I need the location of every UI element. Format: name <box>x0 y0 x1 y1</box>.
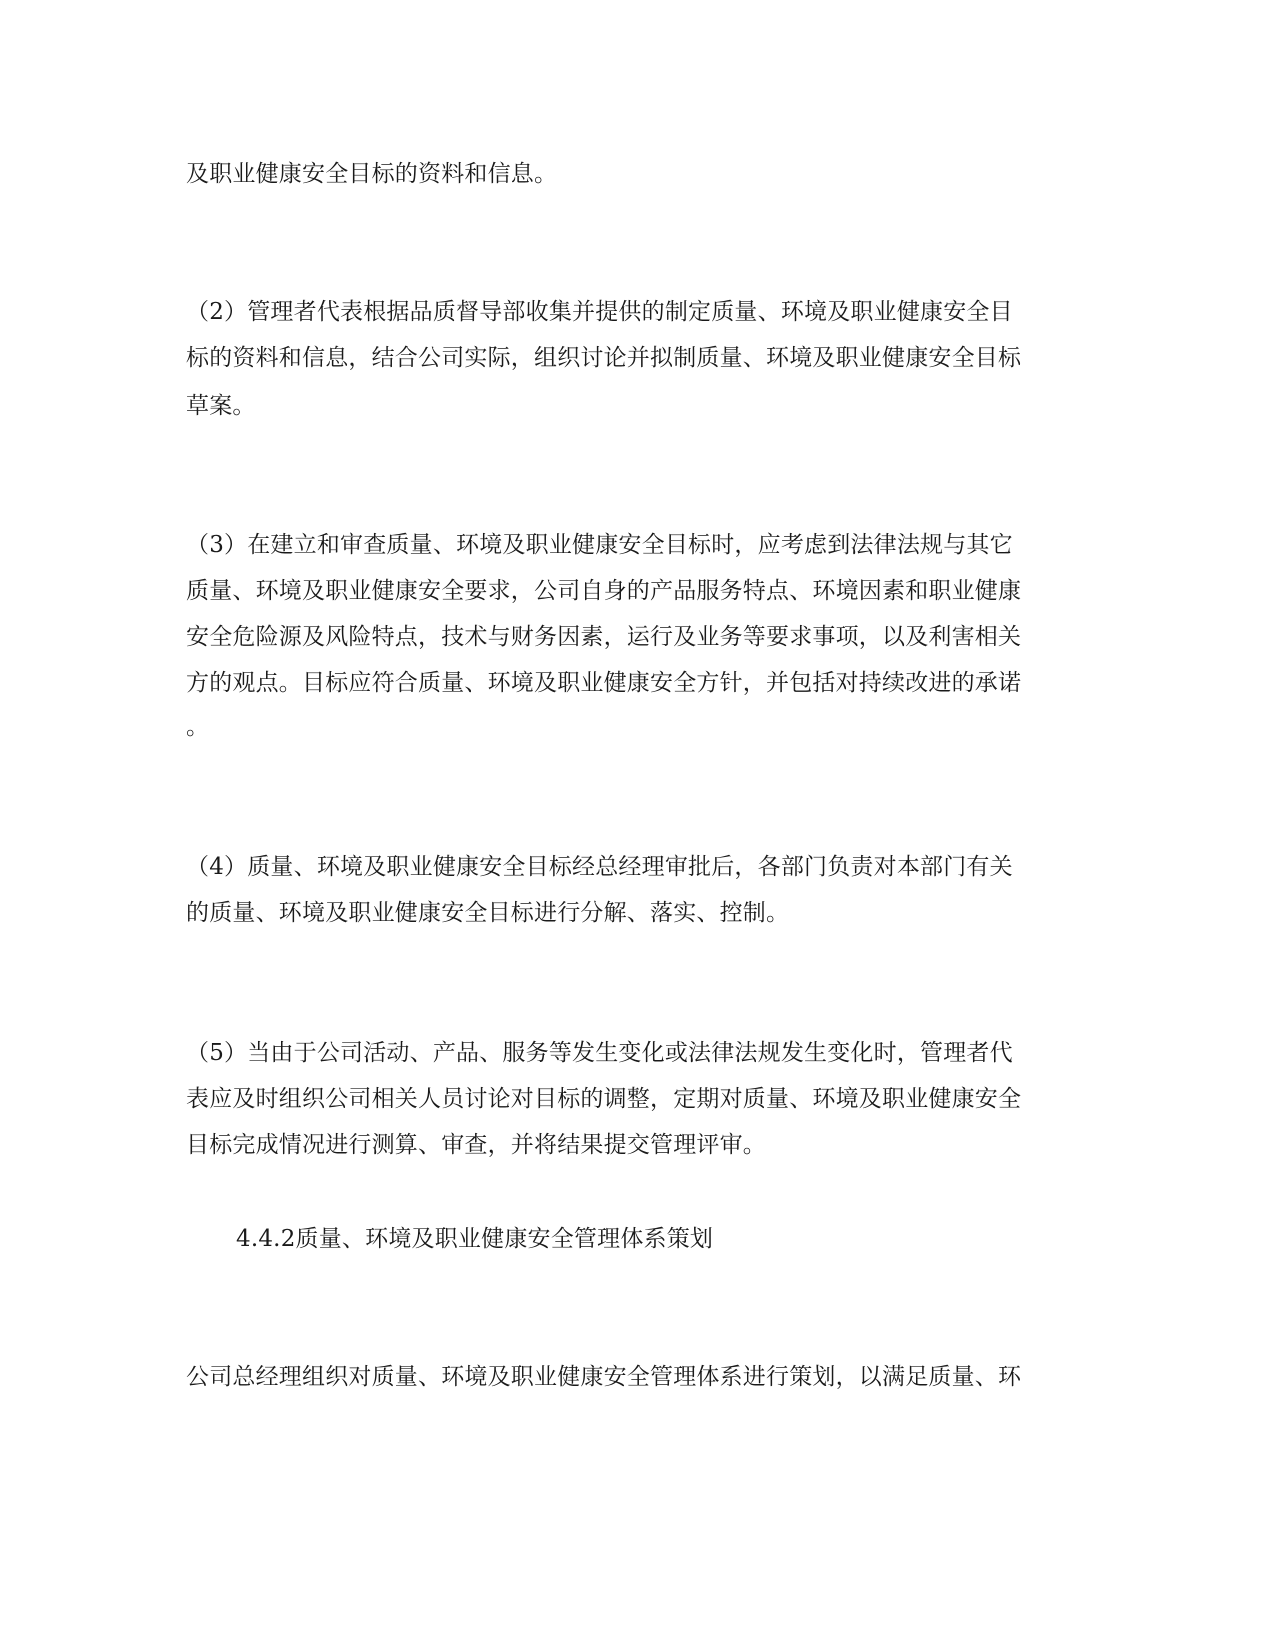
paragraph-5-line-1: （5）当由于公司活动、产品、服务等发生变化或法律法规发生变化时，管理者代 <box>186 1040 1013 1066</box>
section-heading: 4.4.2质量、环境及职业健康安全管理体系策划 <box>236 1226 714 1252</box>
paragraph-3-line-2: 质量、环境及职业健康安全要求，公司自身的产品服务特点、环境因素和职业健康 <box>186 578 1022 604</box>
paragraph-2-line-1: （2）管理者代表根据品质督导部收集并提供的制定质量、环境及职业健康安全目 <box>186 299 1013 325</box>
paragraph-5-line-2: 表应及时组织公司相关人员讨论对目标的调整，定期对质量、环境及职业健康安全 <box>186 1086 1022 1112</box>
paragraph-4-line-2: 的质量、环境及职业健康安全目标进行分解、落实、控制。 <box>186 900 790 926</box>
paragraph-3-line-1: （3）在建立和审查质量、环境及职业健康安全目标时，应考虑到法律法规与其它 <box>186 532 1013 558</box>
paragraph-4-line-1: （4）质量、环境及职业健康安全目标经总经理审批后，各部门负责对本部门有关 <box>186 854 1013 880</box>
paragraph-2-line-2: 标的资料和信息，结合公司实际，组织讨论并拟制质量、环境及职业健康安全目标 <box>186 345 1022 371</box>
paragraph-3-line-4: 方的观点。目标应符合质量、环境及职业健康安全方针，并包括对持续改进的承诺 <box>186 670 1022 696</box>
paragraph-3-line-5: 。 <box>186 714 210 740</box>
paragraph-1-line-1: 及职业健康安全目标的资料和信息。 <box>186 161 558 187</box>
paragraph-2-line-3: 草案。 <box>186 393 256 419</box>
paragraph-5-line-3: 目标完成情况进行测算、审查，并将结果提交管理评审。 <box>186 1132 766 1158</box>
paragraph-3-line-3: 安全危险源及风险特点，技术与财务因素，运行及业务等要求事项，以及利害相关 <box>186 624 1022 650</box>
paragraph-6-line-1: 公司总经理组织对质量、环境及职业健康安全管理体系进行策划，以满足质量、环 <box>186 1364 1022 1390</box>
